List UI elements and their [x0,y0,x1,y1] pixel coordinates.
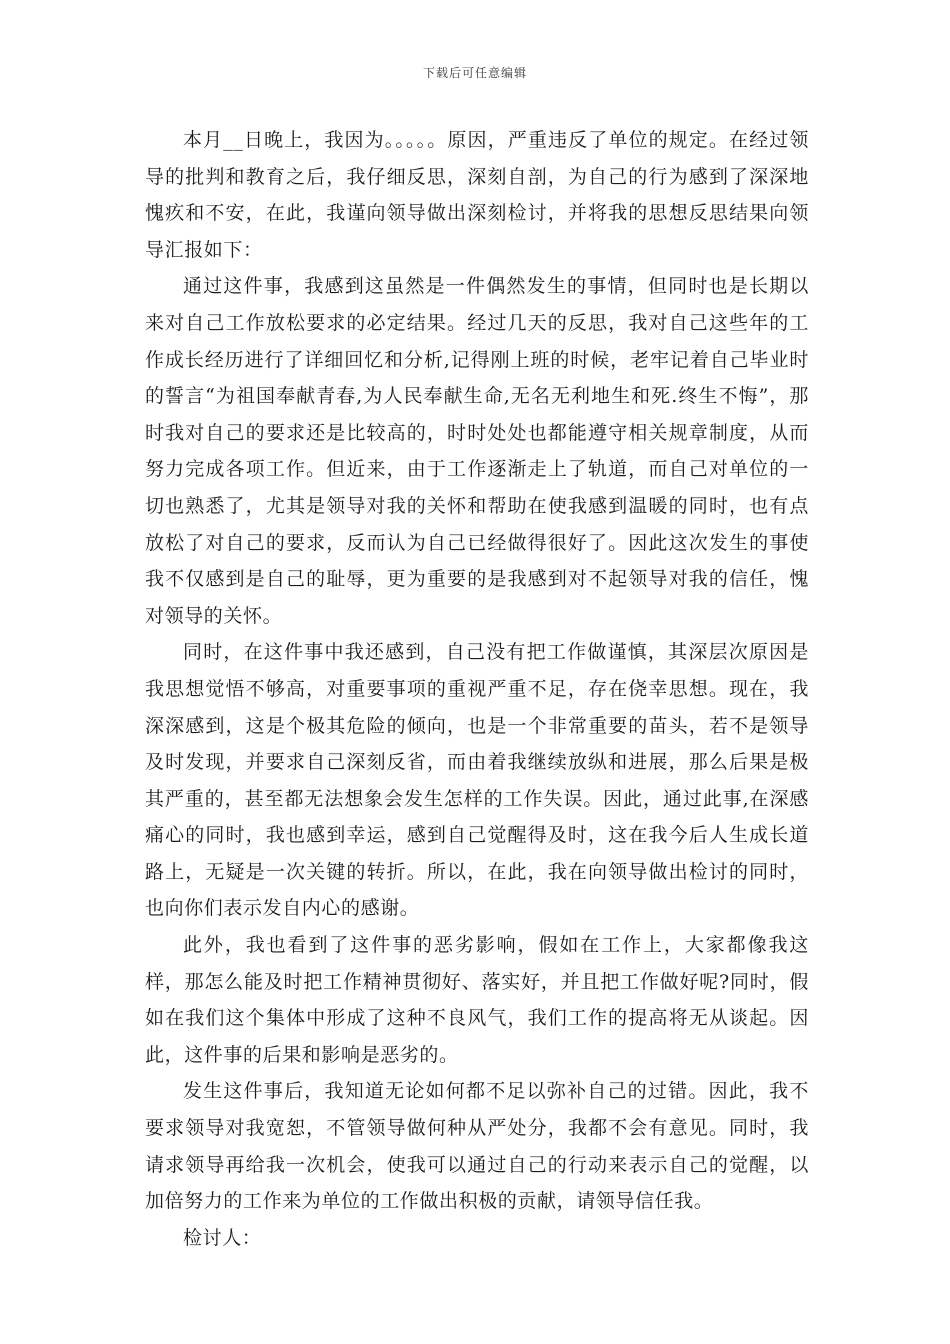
paragraph-request: 发生这件事后，我知道无论如何都不足以弥补自己的过错。因此，我不要求领导对我宽恕，不管领导做何种从严处分，我都不会有意见。同时，我请求领导再给我一次机会，使我可以通过自己的行动来表示自己的觉醒，以加倍努力的工作来为单位的工作做出积极的贡献，请领导信任我。 [145,1080,809,1213]
paragraph-cause: 同时，在这件事中我还感到，自己没有把工作做谨慎，其深层次原因是我思想觉悟不够高，对重要事项的重视严重不足，存在侥幸思想。现在，我深深感到，这是个极其危险的倾向，也是一个非常重要的苗头，若不是领导及时发现，并要求自己深刻反省，而由着我继续放纵和进展，那么后果是极其严重的，甚至都无法想象会发生怎样的工作失误。因此，通过此事,在深感痛心的同时，我也感到幸运，感到自己觉醒得及时，这在我今后人生成长道路上，无疑是一次关键的转折。所以，在此，我在向领导做出检讨的同时，也向你们表示发自内心的感谢。 [145,641,809,920]
document-body [145,122,809,1256]
paragraph-impact: 此外，我也看到了这件事的恶劣影响，假如在工作上，大家都像我这样，那怎么能及时把工作精神贯彻好、落实好，并且把工作做好呢?同时，假如在我们这个集体中形成了这种不良风气，我们工作的提高将无从谈起。因此，这件事的后果和影响是恶劣的。 [145,934,809,1066]
paragraph-intro: 本月__日晚上，我因为。。。。。原因，严重违反了单位的规定。在经过领导的批判和教育之后，我仔细反思，深刻自剖，为自己的行为感到了深深地愧疚和不安，在此，我谨向领导做出深刻检讨，并将我的思想反思结果向领导汇报如下： [145,129,809,261]
signature-line: 检讨人： [183,1226,262,1249]
paragraph-reflection: 通过这件事，我感到这虽然是一件偶然发生的事情，但同时也是长期以来对自己工作放松要求的必定结果。经过几天的反思，我对自己这些年的工作成长经历进行了详细回忆和分析,记得刚上班的时候，老牢记着自己毕业时的誓言“为祖国奉献青春,为人民奉献生命,无名无利地生和死.终生不悔”，那时我对自己的要求还是比较高的，时时处处也都能遵守相关规章制度，从而努力完成各项工作。但近来，由于工作逐渐走上了轨道，而自己对单位的一切也熟悉了，尤其是领导对我的关怀和帮助在使我感到温暖的同时，也有点放松了对自己的要求，反而认为自己已经做得很好了。因此这次发生的事使我不仅感到是自己的耻辱，更为重要的是我感到对不起领导对我的信任，愧对领导的关怀。 [145,275,809,627]
header-note: 下载后可任意编辑 [422,66,527,80]
